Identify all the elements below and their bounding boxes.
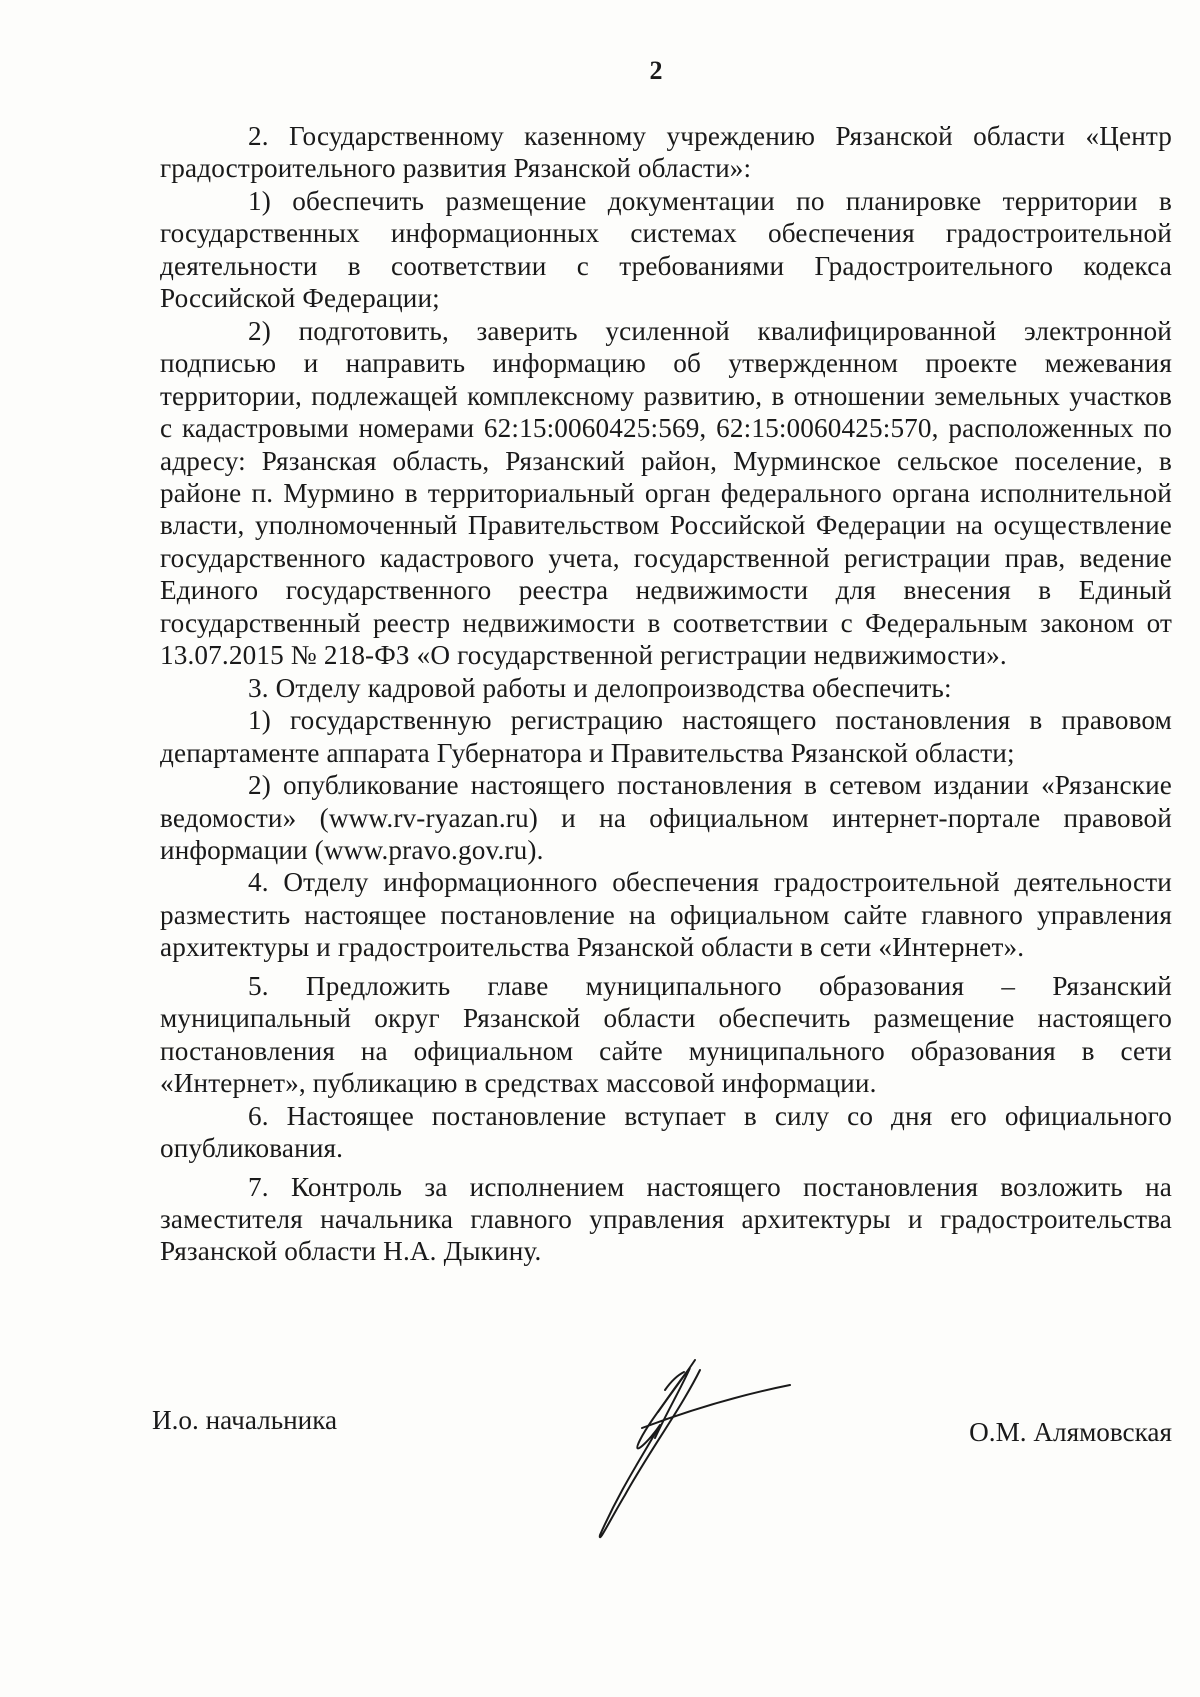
signer-name: О.М. Алямовская [969, 1417, 1172, 1447]
paragraph-item-2: 2. Государственному казенному учреждению Рязанской области «Центр градостроительного развития Рязанской области»: [160, 121, 1172, 184]
page-number: 2 [649, 56, 663, 85]
paragraph-item-2-2: 2) подготовить, заверить усиленной квалифицированной электронной подписью и направить информацию об утвержденном проекте межевания территории, подлежащей комплексному развитию, в отношении земельных участков с кадастровыми номерами 62:15:0060425:569, 62:15:0060425:570, расположенных по адресу: Рязанская область, Рязанский район, Мурминское сельское поселение, в районе п. Мурмино в территориальный орган федерального органа исполнительной власти, уполномоченный Правительством Российской Федерации на осуществление государственного кадастрового учета, государственной регистрации прав, ведение Единого государственного реестра недвижимости для внесения в Единый государственный реестр недвижимости в соответствии с Федеральным законом от 13.07.2015 № 218-ФЗ «О государственной регистрации недвижимости». [160, 315, 1172, 671]
paragraph-item-3: 3. Отделу кадровой работы и делопроизводства обеспечить: [248, 672, 952, 703]
paragraph-item-6: 6. Настоящее постановление вступает в силу со дня его официального опубликования. [160, 1100, 1172, 1164]
paragraph-item-7: 7. Контроль за исполнением настоящего постановления возложить на заместителя начальника главного управления архитектуры и градостроительства Рязанской области Н.А. Дыкину. [160, 1171, 1172, 1267]
handwritten-signature [580, 1350, 820, 1550]
document-body [160, 120, 1172, 1268]
paragraph-item-5: 5. Предложить главе муниципального образования – Рязанский муниципальный округ Рязанской области обеспечить размещение настоящего постановления на официальном сайте муниципального образования в сети «Интернет», публикацию в средствах массовой информации. [160, 970, 1172, 1099]
paragraph-item-3-1: 1) государственную регистрацию настоящего постановления в правовом департаменте аппарата Губернатора и Правительства Рязанской области; [160, 705, 1172, 768]
signer-title: И.о. начальника [152, 1405, 338, 1435]
paragraph-item-2-1: 1) обеспечить размещение документации по планировке территории в государственных информационных системах обеспечения градостроительной деятельности в соответствии с требованиями Градостроительного кодекса Российской Федерации; [160, 185, 1172, 314]
paragraph-item-3-2: 2) опубликование настоящего постановления в сетевом издании «Рязанские ведомости» (www.rv-ryazan.ru) и на официальном интернет-портале правовой информации (www.pravo.gov.ru). [160, 770, 1172, 865]
paragraph-item-4: 4. Отделу информационного обеспечения градостроительной деятельности разместить настоящее постановление на официальном сайте главного управления архитектуры и градостроительства Рязанской области в сети «Интернет». [160, 867, 1172, 963]
